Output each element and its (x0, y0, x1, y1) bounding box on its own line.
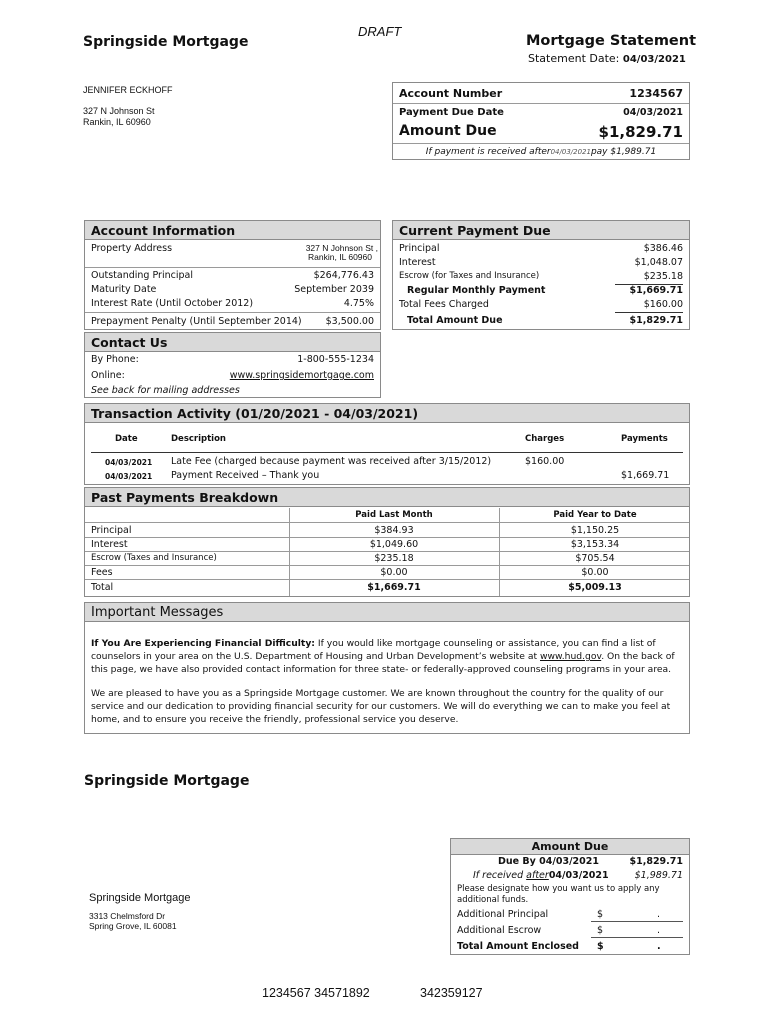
due-date: 04/03/2021 (623, 107, 683, 118)
borrower-street: 327 N Johnson St (83, 106, 155, 116)
contact-website-link[interactable]: www.springsidemortgage.com (229, 370, 374, 381)
remit-city: Spring Grove, IL 60081 (89, 921, 177, 931)
account-summary-box (392, 82, 690, 160)
hud-link[interactable]: www.hud.gov (540, 651, 602, 662)
amount-due-label: Amount Due (399, 123, 497, 139)
remit-name: Springside Mortgage (89, 892, 191, 904)
table-row: 04/03/2021 (105, 472, 153, 481)
past-payments-title: Past Payments Breakdown (85, 488, 689, 507)
due-date-label: Payment Due Date (399, 107, 504, 118)
table-row: Principal (91, 525, 132, 536)
property-city: Rankin, IL 60960 (308, 252, 372, 262)
important-messages-box (84, 602, 690, 734)
contact-phone[interactable]: 1-800-555-1234 (297, 354, 374, 365)
account-information-title: Account Information (85, 221, 380, 240)
account-information-box: Account Information Property Address 327 N Johnson St , Rankin, IL 60960 Outstanding Principal $264,776.43 Maturity Date September 2039 Interest Rate (Until October 2012) 4.75% Prepayment Penalty (Until September 2014) $3,500.00 (84, 220, 381, 330)
transaction-activity-box: Transaction Activity (01/20/2021 - 04/03/2021) Date Description Charges Payments 04/03/2021 Late Fee (charged because payment was received after 3/15/2012) $160.00 04/03/2021 Payment Received – Thank you $1,669.71 (84, 403, 690, 485)
table-row: 04/03/2021 (105, 458, 153, 467)
amount-due: $1,829.71 (598, 123, 683, 141)
transaction-title: Transaction Activity (01/20/2021 - 04/03/2021) (85, 404, 689, 423)
statement-title: Mortgage Statement (526, 33, 697, 49)
table-row: Interest (91, 539, 128, 550)
current-payment-box: Current Payment Due Principal $386.46 Interest $1,048.07 Escrow (for Taxes and Insurance) $235.18 Regular Monthly Payment $1,669.71 Total Fees Charged $160.00 Total Amount Due $1,829.71 (392, 220, 690, 330)
coupon-amount-due-box: Amount Due Due By 04/03/2021 $1,829.71 If received after04/03/2021 $1,989.71 Please designate how you want us to apply any additional funds. Additional Principal $ . Additional Escrow $ . Total Amount Enclosed $ . (450, 838, 690, 955)
message-welcome: We are pleased to have you as a Springside Mortgage customer. We are known throughout the country for the quality of our service and our dedication to providing financial security for our customers. We will do everything we can to make you feel at home, and to ensure you receive the friendly, professional service you deserve. (91, 688, 671, 725)
coupon-title: Amount Due (451, 839, 689, 855)
remit-street: 3313 Chelmsford Dr (89, 911, 166, 921)
borrower-name: JENNIFER ECKHOFF (83, 85, 173, 95)
property-street: 327 N Johnson St , (305, 243, 378, 253)
table-row: Fees (91, 567, 113, 578)
lender-name: Springside Mortgage (83, 34, 249, 50)
contact-box: Contact Us By Phone: 1-800-555-1234 Online: www.springsidemortgage.com See back for mailing addresses (84, 332, 381, 398)
statement-date: Statement Date: 04/03/2021 (528, 52, 686, 65)
property-address-label: Property Address (91, 243, 173, 254)
footer-scan-code-2: 342359127 (420, 986, 483, 1000)
footer-scan-codes: 1234567 34571892 (262, 986, 370, 1000)
coupon-lender-name: Springside Mortgage (84, 773, 250, 789)
contact-title: Contact Us (85, 333, 380, 352)
past-payments-box: Past Payments Breakdown Paid Last Month Paid Year to Date Principal $384.93 $1,150.25 Interest $1,049.60 $3,153.34 Escrow (Taxes and Insurance) $235.18 $705.54 Fees $0.00 $0.00 Total $1,669.71 $5,009.13 (84, 487, 690, 597)
late-payment-note: If payment is received after04/03/2021pay $1,989.71 (425, 147, 657, 157)
account-number: 1234567 (629, 87, 683, 100)
account-number-label: Account Number (399, 87, 503, 100)
borrower-city: Rankin, IL 60960 (83, 117, 151, 127)
current-payment-title: Current Payment Due (393, 221, 689, 240)
additional-principal-field[interactable] (591, 921, 683, 922)
additional-escrow-field[interactable] (591, 937, 683, 938)
message-financial-difficulty: If You Are Experiencing Financial Difficulty: If you would like mortgage counseling or assistance, you can find a list of counselors in your area on the U.S. Department of Housing and Urban Development’s website at www.hud.gov. On the back of this page, we have also provided contact information for three state- or federally-approved counseling programs in your area. (91, 638, 675, 675)
important-messages-title: Important Messages (85, 603, 689, 622)
table-row: Total (91, 582, 114, 593)
table-row: Escrow (Taxes and Insurance) (91, 553, 217, 563)
draft-label: DRAFT (358, 24, 402, 39)
designate-note: Please designate how you want us to apply any additional funds. (457, 884, 660, 905)
coupon-due-amount: $1,829.71 (629, 856, 683, 867)
